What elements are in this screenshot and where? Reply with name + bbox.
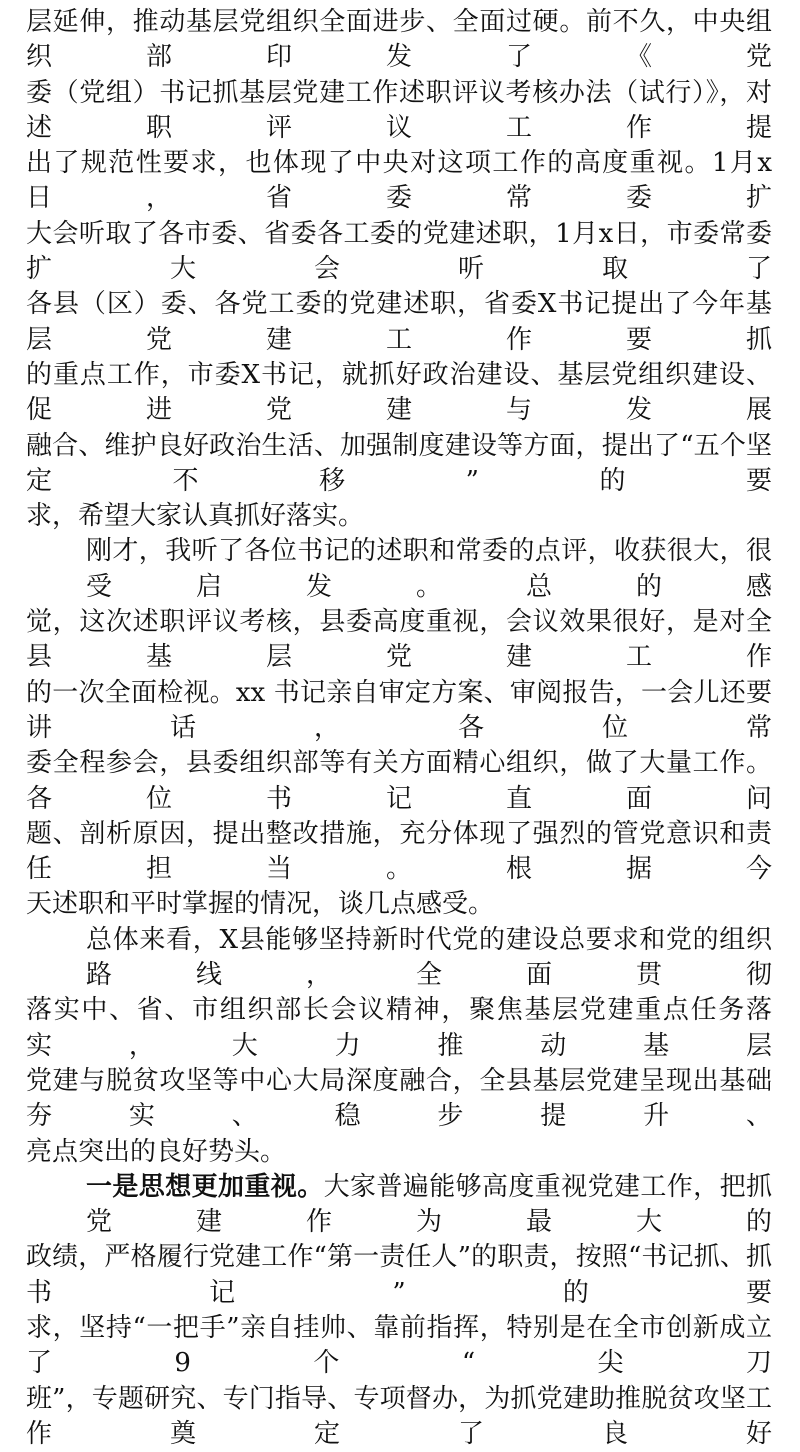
text-line: 党建与脱贫攻坚等中心大局深度融合，全县基层党建呈现出基础夯实、稳步提升、 <box>26 1065 772 1132</box>
text-line: 委全程参会，县委组织部等有关方面精心组织，做了大量工作。各位书记直面问 <box>26 748 772 814</box>
text-line: 落实中、省、市组织部长会议精神，聚焦基层党建重点任务落实，大力推动基层 <box>26 995 772 1061</box>
text-line: 各县（区）委、各党工委的党建述职，省委X书记提出了今年基层党建工作要抓 <box>26 289 772 355</box>
paragraph-start-line: 总体来看，X县能够坚持新时代党的建设总要求和党的组织路线，全面贯彻 <box>86 924 772 991</box>
text-line: 层延伸，推动基层党组织全面进步、全面过硬。前不久，中央组织部印发了《党 <box>26 7 772 73</box>
text-line: 亮点突出的良好势头。 <box>26 1136 287 1167</box>
paragraph-start-line: 刚才，我听了各位书记的述职和常委的点评，收获很大，很受启发。总的感 <box>86 536 772 602</box>
text-line: 天述职和平时掌握的情况，谈几点感受。 <box>26 889 495 920</box>
text-line: 政绩，严格履行党建工作“第一责任人”的职责，按照“书记抓、抓书记”的要 <box>26 1242 772 1308</box>
paragraph-start-line <box>26 1170 772 1241</box>
text-line: 觉，这次述职评议考核，县委高度重视，会议效果很好，是对全县基层党建工作 <box>26 607 772 673</box>
text-run: 大家普遍能够高度重视党建工作，把抓党建作为最大的 <box>86 1171 772 1238</box>
text-line: 求，希望大家认真抓好落实。 <box>26 501 365 532</box>
text-line: 班”，专题研究、专门指导、专项督办，为抓党建助推脱贫攻坚工作奠定了良好 <box>26 1383 772 1449</box>
text-line: 出了规范性要求，也体现了中央对这项工作的高度重视。1月x日，省委常委扩 <box>26 148 772 214</box>
section-heading: 一是思想更加重视。 <box>86 1171 324 1202</box>
text-line: 的一次全面检视。xx 书记亲自审定方案、审阅报告，一会儿还要讲话，各位常 <box>26 677 772 743</box>
text-line: 大会听取了各市委、省委各工委的党建述职，1月x日，市委常委扩大会听取了 <box>26 218 772 285</box>
text-line: 融合、维护良好政治生活、加强制度建设等方面，提出了“五个坚定不移”的要 <box>26 430 772 496</box>
text-line: 的重点工作，市委X书记，就抓好政治建设、基层党组织建设、促进党建与发展 <box>26 359 772 426</box>
text-line: 委（党组）书记抓基层党建工作述职评议考核办法（试行）》，对述职评议工作提 <box>26 77 772 143</box>
text-line: 题、剖析原因，提出整改措施，充分体现了强烈的管党意识和责任担当。根据今 <box>26 818 772 885</box>
text-line: 求，坚持“一把手”亲自挂帅、靠前指挥，特别是在全市创新成立了9个“尖刀 <box>26 1312 772 1379</box>
